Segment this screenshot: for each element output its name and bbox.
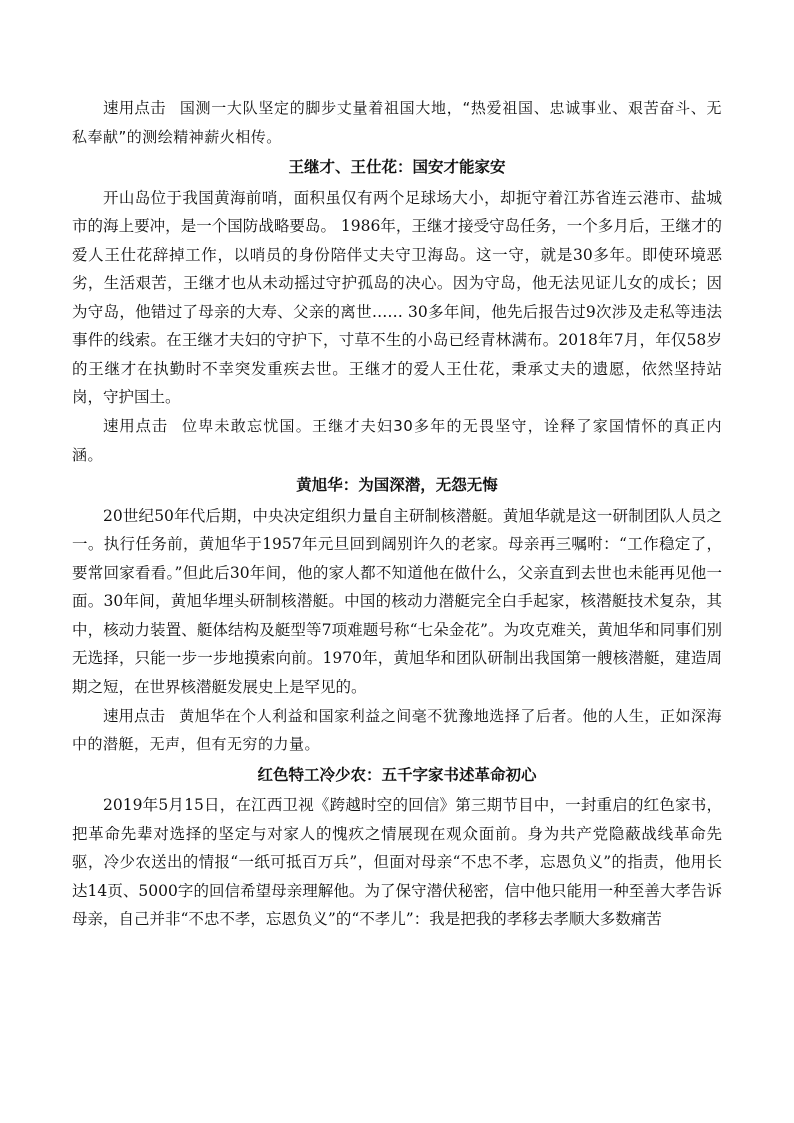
comment-text: 国测一大队坚定的脚步丈量着祖国大地，“热爱祖国、忠诚事业、艰苦奋斗、无私奉献”的测绘精神薪火相传。: [72, 99, 722, 146]
comment-paragraph-1: [72, 94, 722, 151]
comment-text: 位卑未敢忘忧国。王继才夫妇30多年的无畏坚守，诠释了家国情怀的真正内涵。: [72, 417, 722, 464]
comment-paragraph-2: [72, 412, 722, 469]
comment-tag: 速用点击: [103, 706, 166, 725]
document-content: [72, 94, 722, 934]
comment-tag: 速用点击: [103, 99, 166, 117]
body-paragraph-leng-shaonong: 2019年5月15日，在江西卫视《跨越时空的回信》第三期节目中，一封重启的红色家书，把革命先辈对选择的坚定与对家人的愧疚之情展现在观众面前。身为共产党隐蔽战线革命先驱，冷少农送出的情报“一纸可抵百万兵”，但面对母亲“不忠不孝，忘恩负义”的指责，他用长达14页、5000字的回信希望母亲理解他。为了保守潜伏秘密，信中他只能用一种至善大孝告诉母亲，自己并非“不忠不孝，忘恩负义”的“不孝儿”：我是把我的孝移去孝顺大多数痛苦: [72, 796, 722, 928]
comment-tag: 速用点击: [103, 417, 168, 435]
comment-text: 黄旭华在个人利益和国家利益之间毫不犹豫地选择了后者。他的人生，正如深海中的潜艇，无声，但有无穷的力量。: [72, 706, 722, 753]
body-paragraph-huang-xuhua: 20世纪50年代后期，中央决定组织力量自主研制核潜艇。黄旭华就是这一研制团队人员之一。执行任务前，黄旭华于1957年元旦回到阔别许久的老家。母亲再三嘱咐：“工作稳定了，要常回家看看。”但此后30年间，他的家人都不知道他在做什么，父亲直到去世也未能再见他一面。30年间，黄旭华埋头研制核潜艇。中国的核动力潜艇完全白手起家，核潜艇技术复杂，其中，核动力装置、艇体结构及艇型等7项难题号称“七朵金花”。为攻克难关，黄旭华和同事们别无选择，只能一步一步地摸索向前。1970年，黄旭华和团队研制出我国第一艘核潜艇，建造周期之短，在世界核潜艇发展史上是罕见的。: [72, 506, 722, 696]
section-heading-huang-xuhua: 黄旭华：为国深潜，无怨无悔: [296, 476, 498, 494]
section-heading-wang-jicai: 王继才、王仕花：国安才能家安: [288, 158, 506, 176]
section-heading-leng-shaonong: 红色特工冷少农：五千字家书述革命初心: [257, 765, 537, 784]
comment-paragraph-3: [72, 702, 722, 759]
body-paragraph-wang-jicai: 开山岛位于我国黄海前哨，面积虽仅有两个足球场大小，却扼守着江苏省连云港市、盐城市的海上要冲，是一个国防战略要岛。 1986年，王继才接受守岛任务，一个多月后，王继才的爱人王仕花辞掉工作，以哨员的身份陪伴丈夫守卫海岛。这一守，就是30多年。即使环境恶劣，生活艰苦，王继才也从未动摇过守护孤岛的决心。因为守岛，他无法见证儿女的成长；因为守岛，他错过了母亲的大寿、父亲的离世…… 30多年间，他先后报告过9次涉及走私等违法事件的线索。在王继才夫妇的守护下，寸草不生的小岛已经青林满布。2018年7月，年仅58岁的王继才在执勤时不幸突发重疾去世。王继才的爱人王仕花，秉承丈夫的遗愿，依然坚持站岗，守护国土。: [72, 188, 722, 406]
